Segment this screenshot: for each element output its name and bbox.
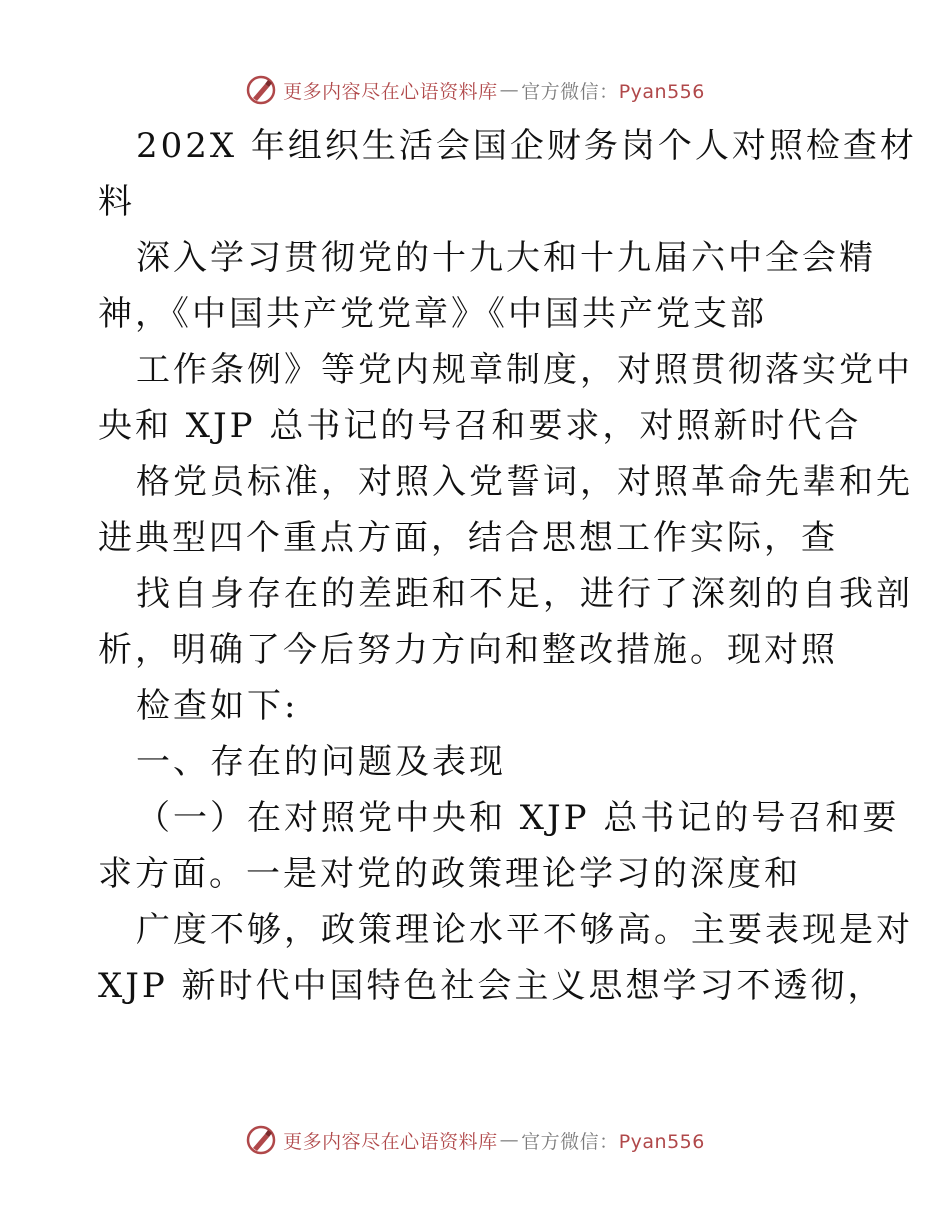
footer-watermark [0, 1120, 950, 1160]
header-watermark [0, 70, 950, 110]
text-line: 神，《中国共产党党章》《中国共产党支部 [98, 294, 767, 334]
text-line: 求方面。一是对党的政策理论学习的深度和 [98, 854, 801, 894]
watermark-text: 更多内容尽在心语资料库 [283, 80, 498, 103]
doc-title-line-2: 料 [98, 182, 135, 222]
text-line: 找自身存在的差距和不足，进行了深刻的自我剖 [136, 574, 913, 614]
text-line: 析，明确了今后努力方向和整改措施。现对照 [98, 630, 838, 670]
text-line: 进典型四个重点方面，结合思想工作实际，查 [98, 518, 838, 558]
text-line: 格党员标准，对照入党誓词，对照革命先辈和先 [136, 462, 913, 502]
watermark-contact [521, 1127, 705, 1154]
watermark-contact [521, 77, 705, 104]
watermark-dash: — [499, 1129, 520, 1151]
document-body [98, 118, 917, 1014]
subsection-line: （一）在对照党中央和 XJP 总书记的号召和要 [136, 798, 900, 838]
watermark-contact-id: Pyan556 [618, 80, 705, 103]
section-heading: 一、存在的问题及表现 [136, 742, 506, 782]
text-line: 检查如下: [136, 686, 299, 726]
text-line: 深入学习贯彻党的十九大和十九届六中全会精 [136, 238, 876, 278]
watermark-contact-label: 官方微信： [521, 80, 619, 103]
text-line: 央和 XJP 总书记的号召和要求，对照新时代合 [98, 406, 862, 446]
watermark-contact-id: Pyan556 [618, 1130, 705, 1153]
pen-logo-icon [245, 74, 277, 106]
doc-title-line-1: 202X 年组织生活会国企财务岗个人对照检查材 [136, 126, 917, 166]
text-line: 广度不够，政策理论水平不够高。主要表现是对 [136, 910, 913, 950]
pen-logo-icon [245, 1124, 277, 1156]
watermark-dash: — [499, 79, 520, 101]
text-line: 工作条例》等党内规章制度，对照贯彻落实党中 [136, 350, 913, 390]
text-line: XJP 新时代中国特色社会主义思想学习不透彻， [98, 966, 885, 1006]
watermark-text: 更多内容尽在心语资料库 [283, 1130, 498, 1153]
watermark-contact-label: 官方微信： [521, 1130, 619, 1153]
